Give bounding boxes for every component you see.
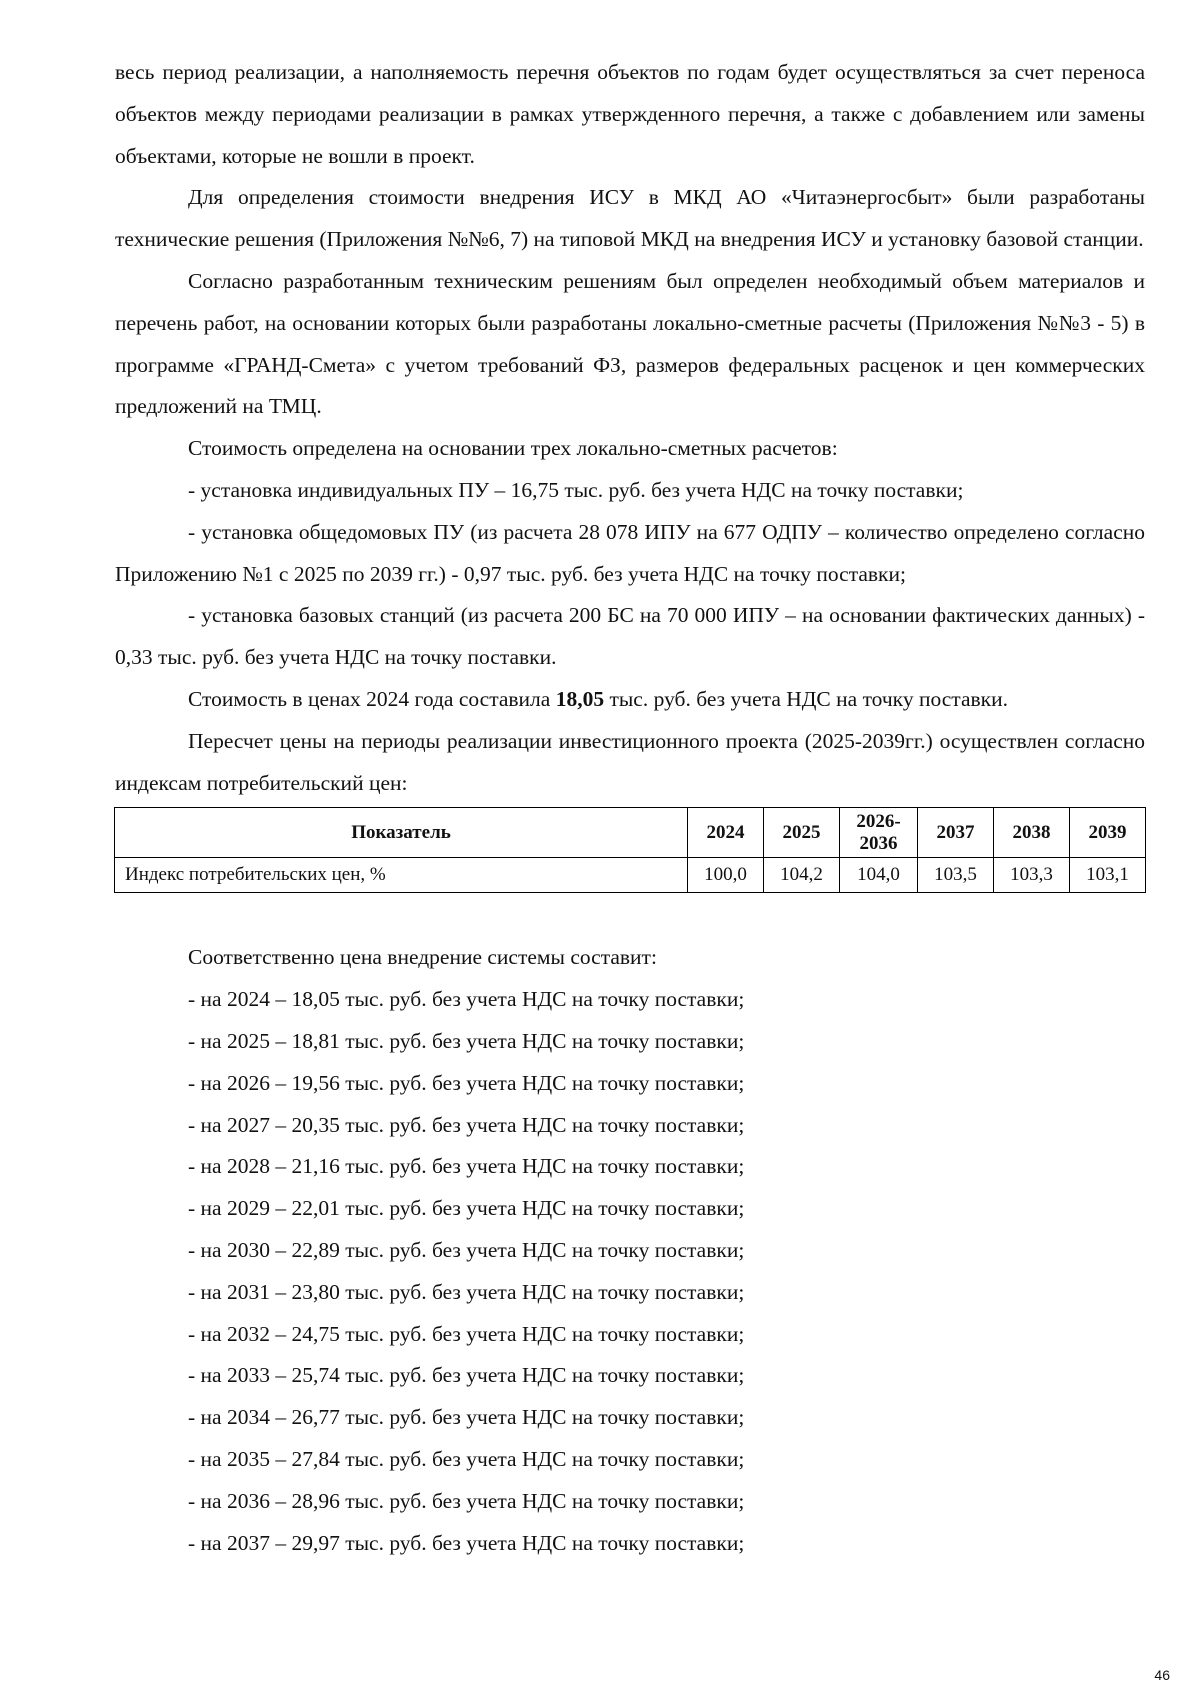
cpi-header-year: 2024	[688, 808, 764, 858]
total-cost-value: 18,05	[555, 686, 605, 711]
cpi-value: 103,3	[994, 858, 1070, 893]
paragraph-estimates: Согласно разработанным техническим решениям был определен необходимый объем материалов и перечень работ, на основании которых были разработаны локально-сметные расчеты (Приложения №№3 - 5) в программе «ГРАНД-Смета» с учетом требований ФЗ, размеров федеральных расценок и цен коммерческих предложений на ТМЦ.	[115, 268, 1145, 419]
total-cost-suffix: тыс. руб. без учета НДС на точку поставки.	[604, 686, 1008, 711]
price-list-item: - на 2029 – 22,01 тыс. руб. без учета НДС на точку поставки;	[188, 1196, 745, 1221]
cpi-row-label: Индекс потребительских цен, %	[115, 858, 688, 893]
cpi-table	[114, 807, 1146, 893]
cpi-header-year: 2039	[1070, 808, 1146, 858]
paragraph-total-cost	[115, 679, 1145, 721]
price-list-item: - на 2026 – 19,56 тыс. руб. без учета НДС на точку поставки;	[188, 1070, 745, 1095]
bullet-base-stations: - установка базовых станций (из расчета 200 БС на 70 000 ИПУ – на основании фактических данных) - 0,33 тыс. руб. без учета НДС на точку поставки.	[115, 603, 1145, 670]
price-list-item: - на 2034 – 26,77 тыс. руб. без учета НДС на точку поставки;	[188, 1405, 745, 1430]
cpi-header-year: 2038	[994, 808, 1070, 858]
price-list-item: - на 2027 – 20,35 тыс. руб. без учета НДС на точку поставки;	[188, 1112, 745, 1137]
price-list-item: - на 2037 – 29,97 тыс. руб. без учета НДС на точку поставки;	[188, 1530, 745, 1555]
cpi-value: 100,0	[688, 858, 764, 893]
cpi-header-year: 2025	[763, 808, 839, 858]
price-list-item: - на 2032 – 24,75 тыс. руб. без учета НДС на точку поставки;	[188, 1321, 745, 1346]
paragraph-price-intro: Соответственно цена внедрение системы составит:	[188, 945, 657, 970]
paragraph-recalculation: Пересчет цены на периоды реализации инвестиционного проекта (2025-2039гг.) осуществлен согласно индексам потребительский цен:	[115, 728, 1145, 795]
cpi-value: 104,0	[839, 858, 917, 893]
price-list-item: - на 2031 – 23,80 тыс. руб. без учета НДС на точку поставки;	[188, 1279, 745, 1304]
price-list-item: - на 2033 – 25,74 тыс. руб. без учета НДС на точку поставки;	[188, 1363, 745, 1388]
total-cost-prefix: Стоимость в ценах 2024 года составила	[188, 686, 556, 711]
paragraph-cost-basis: Стоимость определена на основании трех локально-сметных расчетов:	[188, 436, 838, 461]
spacer	[115, 893, 1145, 937]
bullet-individual-meters: - установка индивидуальных ПУ – 16,75 тыс. руб. без учета НДС на точку поставки;	[188, 477, 964, 502]
page-number: 46	[1154, 1667, 1170, 1683]
cpi-table-header-row	[115, 808, 1146, 858]
cpi-header-year: 2037	[918, 808, 994, 858]
cpi-header-label: Показатель	[115, 808, 688, 858]
paragraph-project-period: весь период реализации, а наполняемость перечня объектов по годам будет осуществляться за счет переноса объектов между периодами реализации в рамках утвержденного перечня, а также с добавлением или замены объектами, которые не вошли в проект.	[115, 60, 1145, 168]
price-list-item: - на 2024 – 18,05 тыс. руб. без учета НДС на точку поставки;	[188, 987, 745, 1012]
document-page	[115, 52, 1145, 1564]
cpi-table-row	[115, 858, 1146, 893]
price-list-item: - на 2035 – 27,84 тыс. руб. без учета НДС на точку поставки;	[188, 1446, 745, 1471]
cpi-header-year: 2026- 2036	[839, 808, 917, 858]
price-list-item: - на 2028 – 21,16 тыс. руб. без учета НДС на точку поставки;	[188, 1154, 745, 1179]
cpi-value: 104,2	[763, 858, 839, 893]
price-list-item: - на 2036 – 28,96 тыс. руб. без учета НДС на точку поставки;	[188, 1488, 745, 1513]
price-list-item: - на 2030 – 22,89 тыс. руб. без учета НДС на точку поставки;	[188, 1237, 745, 1262]
price-list-item: - на 2025 – 18,81 тыс. руб. без учета НДС на точку поставки;	[188, 1028, 745, 1053]
paragraph-technical-solutions: Для определения стоимости внедрения ИСУ в МКД АО «Читаэнергосбыт» были разработаны технические решения (Приложения №№6, 7) на типовой МКД на внедрения ИСУ и установку базовой станции.	[115, 185, 1145, 252]
bullet-common-meters: - установка общедомовых ПУ (из расчета 28 078 ИПУ на 677 ОДПУ – количество определено согласно Приложению №1 с 2025 по 2039 гг.) - 0,97 тыс. руб. без учета НДС на точку поставки;	[115, 519, 1145, 586]
cpi-value: 103,1	[1070, 858, 1146, 893]
cpi-value: 103,5	[918, 858, 994, 893]
